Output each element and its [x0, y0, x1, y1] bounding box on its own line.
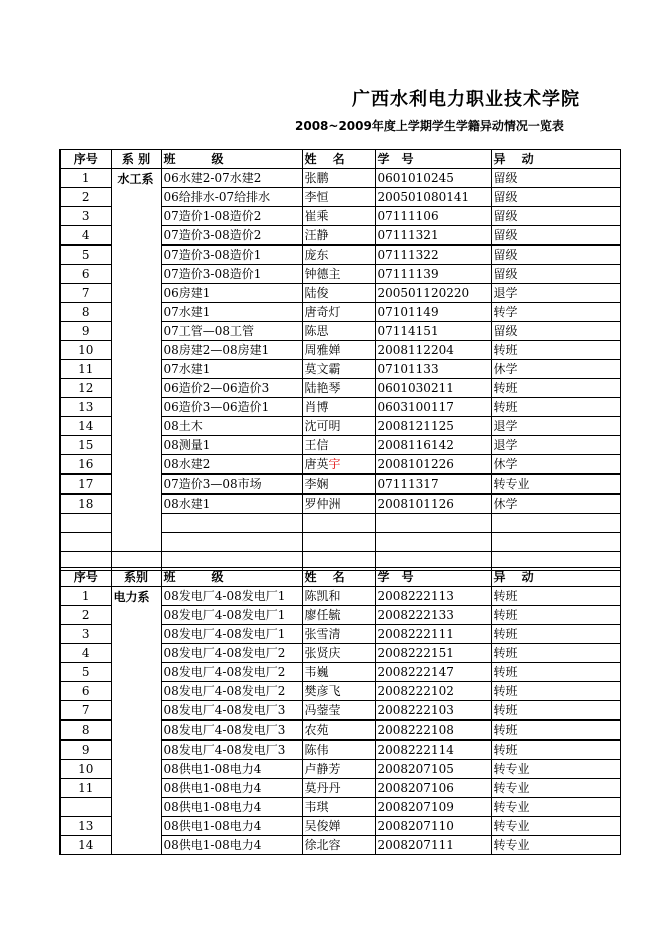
name-text: 沈可明	[304, 419, 341, 433]
name-text: 卢静芳	[304, 762, 341, 776]
table-row	[60, 587, 620, 606]
class-cell[interactable]: 07造价3-08造价1	[161, 245, 302, 265]
name-text: 樊彦飞	[304, 684, 341, 698]
name-cell[interactable]	[302, 817, 375, 836]
seq-cell[interactable]: 13	[60, 398, 111, 417]
name-cell[interactable]	[302, 303, 375, 322]
class-cell[interactable]: 08发电厂4-08发电厂2	[161, 644, 302, 663]
class-cell[interactable]: 07造价3—08市场	[161, 474, 302, 494]
power-dept-table	[59, 567, 621, 855]
header-class[interactable]: 班 级	[161, 568, 302, 587]
change-cell[interactable]: 转学	[491, 303, 620, 322]
empty-cell[interactable]	[60, 514, 111, 533]
empty-cell[interactable]	[491, 514, 620, 533]
page-title: 广西水利电力职业技术学院	[352, 89, 580, 110]
change-cell[interactable]: 转班	[491, 740, 620, 760]
seq-cell[interactable]: 7	[60, 284, 111, 303]
class-cell[interactable]: 06给排水-07给排水	[161, 188, 302, 207]
change-cell[interactable]: 转专业	[491, 474, 620, 494]
name-text: 吴俊婵	[304, 819, 341, 833]
name-cell[interactable]	[302, 779, 375, 798]
name-text: 陆艳琴	[304, 381, 341, 395]
student-id-cell[interactable]: 0603100117	[375, 398, 491, 417]
name-text: 陈思	[304, 324, 329, 338]
name-text: 周雅婵	[304, 343, 341, 357]
student-id-cell[interactable]: 2008222133	[375, 606, 491, 625]
student-id-cell[interactable]: 0601010245	[375, 169, 491, 188]
name-text: 李娴	[304, 477, 329, 491]
name-cell[interactable]	[302, 188, 375, 207]
header-student-id[interactable]: 学 号	[375, 150, 491, 169]
class-cell[interactable]: 08发电厂4-08发电厂3	[161, 720, 302, 740]
name-text: 罗仲洲	[304, 497, 341, 511]
name-cell[interactable]	[302, 398, 375, 417]
change-cell[interactable]: 转班	[491, 587, 620, 606]
header-dept[interactable]: 系别	[111, 568, 161, 587]
change-cell[interactable]: 转班	[491, 379, 620, 398]
class-cell[interactable]: 08土木	[161, 417, 302, 436]
name-text: 莫文霸	[304, 362, 341, 376]
page-subtitle: 2008~2009年度上学期学生学籍异动情况一览表	[295, 119, 564, 133]
change-cell[interactable]: 转班	[491, 682, 620, 701]
name-text: 廖任毓	[304, 608, 341, 622]
name-text: 陆俊	[304, 286, 329, 300]
header-student-id[interactable]: 学 号	[375, 568, 491, 587]
seq-cell[interactable]: 13	[60, 817, 111, 836]
student-id-cell[interactable]: 2008222151	[375, 644, 491, 663]
student-id-cell[interactable]: 07101133	[375, 360, 491, 379]
change-cell[interactable]: 转专业	[491, 798, 620, 817]
header-seq[interactable]: 序号	[60, 150, 111, 169]
name-cell[interactable]	[302, 587, 375, 606]
change-cell[interactable]: 休学	[491, 494, 620, 514]
dept-cell[interactable]: 电力系	[111, 587, 161, 855]
class-cell[interactable]: 08发电厂4-08发电厂1	[161, 625, 302, 644]
name-text: 庞东	[304, 248, 329, 262]
name-cell[interactable]	[302, 455, 375, 475]
student-id-cell[interactable]: 2008222111	[375, 625, 491, 644]
name-text: 李恒	[304, 190, 329, 204]
empty-cell[interactable]	[60, 533, 111, 552]
change-cell[interactable]: 转班	[491, 663, 620, 682]
student-id-cell[interactable]: 07101149	[375, 303, 491, 322]
class-cell[interactable]: 08水建2	[161, 455, 302, 475]
name-cell[interactable]	[302, 360, 375, 379]
student-id-cell[interactable]: 2008207110	[375, 817, 491, 836]
seq-cell[interactable]: 15	[60, 436, 111, 455]
change-cell[interactable]: 留级	[491, 265, 620, 284]
student-id-cell[interactable]: 07111106	[375, 207, 491, 226]
empty-cell[interactable]	[375, 514, 491, 533]
seq-cell[interactable]: 6	[60, 265, 111, 284]
name-cell[interactable]	[302, 644, 375, 663]
class-cell[interactable]: 08发电厂4-08发电厂2	[161, 663, 302, 682]
empty-cell[interactable]	[375, 533, 491, 552]
student-id-cell[interactable]: 2008222103	[375, 701, 491, 721]
student-id-cell[interactable]: 07111321	[375, 226, 491, 246]
student-id-cell[interactable]: 07111317	[375, 474, 491, 494]
name-cell[interactable]	[302, 226, 375, 246]
change-cell[interactable]: 留级	[491, 226, 620, 246]
name-cell[interactable]	[302, 436, 375, 455]
name-cell[interactable]	[302, 798, 375, 817]
name-cell[interactable]	[302, 474, 375, 494]
name-cell[interactable]	[302, 606, 375, 625]
student-id-cell[interactable]: 2008222113	[375, 587, 491, 606]
name-cell[interactable]	[302, 701, 375, 721]
empty-cell[interactable]	[161, 533, 302, 552]
change-cell[interactable]: 留级	[491, 322, 620, 341]
change-cell[interactable]: 转专业	[491, 836, 620, 855]
class-cell[interactable]: 06造价2—06造价3	[161, 379, 302, 398]
change-cell[interactable]: 转专业	[491, 817, 620, 836]
seq-cell[interactable]: 5	[60, 663, 111, 682]
change-cell[interactable]: 休学	[491, 360, 620, 379]
seq-cell[interactable]: 1	[60, 169, 111, 188]
header-row	[60, 150, 620, 169]
change-cell[interactable]: 退学	[491, 436, 620, 455]
name-text: 唐奇灯	[304, 305, 341, 319]
name-cell[interactable]	[302, 169, 375, 188]
student-id-cell[interactable]: 07111139	[375, 265, 491, 284]
seq-cell[interactable]: 17	[60, 474, 111, 494]
class-cell[interactable]: 07水建1	[161, 360, 302, 379]
name-text: 冯蓥莹	[304, 703, 341, 717]
seq-cell[interactable]: 18	[60, 494, 111, 514]
seq-cell[interactable]: 2	[60, 606, 111, 625]
class-cell[interactable]: 07造价3-08造价1	[161, 265, 302, 284]
change-cell[interactable]: 退学	[491, 284, 620, 303]
name-cell[interactable]	[302, 245, 375, 265]
seq-cell[interactable]: 9	[60, 740, 111, 760]
change-cell[interactable]: 转专业	[491, 779, 620, 798]
name-text: 莫丹丹	[304, 781, 341, 795]
seq-cell[interactable]: 2	[60, 188, 111, 207]
seq-cell[interactable]: 14	[60, 417, 111, 436]
seq-cell[interactable]: 3	[60, 207, 111, 226]
dept-cell[interactable]: 水工系	[111, 169, 161, 552]
name-cell[interactable]	[302, 322, 375, 341]
name-cell[interactable]	[302, 417, 375, 436]
seq-cell[interactable]: 12	[60, 379, 111, 398]
header-row	[60, 568, 620, 587]
header-seq[interactable]: 序号	[60, 568, 111, 587]
class-cell[interactable]: 08供电1-08电力4	[161, 798, 302, 817]
class-cell[interactable]: 06水建2-07水建2	[161, 169, 302, 188]
class-cell[interactable]: 08水建1	[161, 494, 302, 514]
name-text: 陈凯和	[304, 589, 341, 603]
water-dept-table	[59, 149, 621, 571]
class-cell[interactable]: 08供电1-08电力4	[161, 760, 302, 779]
name-cell[interactable]	[302, 207, 375, 226]
name-text: 韦琪	[304, 800, 329, 814]
student-id-cell[interactable]: 2008222102	[375, 682, 491, 701]
seq-cell[interactable]: 8	[60, 303, 111, 322]
change-cell[interactable]: 退学	[491, 417, 620, 436]
seq-cell[interactable]: 5	[60, 245, 111, 265]
name-text: 钟德主	[304, 267, 341, 281]
seq-cell[interactable]: 11	[60, 360, 111, 379]
name-cell[interactable]	[302, 836, 375, 855]
name-text: 王信	[304, 438, 329, 452]
student-id-cell[interactable]: 07114151	[375, 322, 491, 341]
seq-cell[interactable]: 3	[60, 625, 111, 644]
class-cell[interactable]: 08房建2—08房建1	[161, 341, 302, 360]
empty-cell[interactable]	[491, 533, 620, 552]
name-text: 陈伟	[304, 743, 329, 757]
seq-cell[interactable]: 14	[60, 836, 111, 855]
class-cell[interactable]: 07工管—08工管	[161, 322, 302, 341]
name-text: 汪静	[304, 228, 329, 242]
student-id-cell[interactable]: 2008222147	[375, 663, 491, 682]
class-cell[interactable]: 08发电厂4-08发电厂2	[161, 682, 302, 701]
name-cell[interactable]	[302, 265, 375, 284]
change-cell[interactable]: 转班	[491, 644, 620, 663]
header-name[interactable]: 姓 名	[302, 150, 375, 169]
name-text: 张雪清	[304, 627, 341, 641]
name-text: 农苑	[304, 723, 329, 737]
seq-cell[interactable]: 11	[60, 779, 111, 798]
class-cell[interactable]: 08发电厂4-08发电厂1	[161, 587, 302, 606]
student-id-cell[interactable]: 2008112204	[375, 341, 491, 360]
seq-cell[interactable]: 4	[60, 644, 111, 663]
name-text: 韦巍	[304, 665, 329, 679]
student-id-cell[interactable]: 07111322	[375, 245, 491, 265]
name-cell[interactable]	[302, 284, 375, 303]
student-id-cell[interactable]: 2008222114	[375, 740, 491, 760]
student-id-cell[interactable]: 200501120220	[375, 284, 491, 303]
seq-cell[interactable]: 4	[60, 226, 111, 246]
student-id-cell[interactable]: 0601030211	[375, 379, 491, 398]
seq-cell[interactable]: 7	[60, 701, 111, 721]
name-highlight-char: 宇	[328, 457, 341, 471]
change-cell[interactable]: 转班	[491, 720, 620, 740]
name-cell[interactable]	[302, 625, 375, 644]
class-cell[interactable]: 08供电1-08电力4	[161, 817, 302, 836]
empty-cell[interactable]	[302, 533, 375, 552]
name-cell[interactable]	[302, 682, 375, 701]
name-text: 唐英	[304, 457, 329, 471]
name-cell[interactable]	[302, 379, 375, 398]
name-text: 崔乘	[304, 209, 329, 223]
class-cell[interactable]: 08供电1-08电力4	[161, 779, 302, 798]
student-id-cell[interactable]: 2008207111	[375, 836, 491, 855]
class-cell[interactable]: 08测量1	[161, 436, 302, 455]
student-id-cell[interactable]: 2008207106	[375, 779, 491, 798]
name-cell[interactable]	[302, 341, 375, 360]
student-id-cell[interactable]: 2008222108	[375, 720, 491, 740]
class-cell[interactable]: 06造价3—06造价1	[161, 398, 302, 417]
name-cell[interactable]	[302, 494, 375, 514]
name-cell[interactable]	[302, 663, 375, 682]
class-cell[interactable]: 07水建1	[161, 303, 302, 322]
student-id-cell[interactable]: 2008121125	[375, 417, 491, 436]
seq-cell[interactable]: 6	[60, 682, 111, 701]
student-id-cell[interactable]: 2008116142	[375, 436, 491, 455]
empty-cell[interactable]	[302, 514, 375, 533]
name-text: 张贤庆	[304, 646, 341, 660]
change-cell[interactable]: 留级	[491, 245, 620, 265]
change-cell[interactable]: 留级	[491, 207, 620, 226]
change-cell[interactable]: 转专业	[491, 760, 620, 779]
header-dept[interactable]: 系 别	[111, 150, 161, 169]
seq-cell[interactable]: 9	[60, 322, 111, 341]
seq-cell[interactable]	[60, 798, 111, 817]
seq-cell[interactable]: 8	[60, 720, 111, 740]
change-cell[interactable]: 转班	[491, 701, 620, 721]
change-cell[interactable]: 转班	[491, 398, 620, 417]
empty-cell[interactable]	[161, 514, 302, 533]
header-change[interactable]: 异 动	[491, 568, 620, 587]
seq-cell[interactable]: 16	[60, 455, 111, 475]
seq-cell[interactable]: 10	[60, 341, 111, 360]
student-id-cell[interactable]: 2008207105	[375, 760, 491, 779]
class-cell[interactable]: 08发电厂4-08发电厂3	[161, 740, 302, 760]
class-cell[interactable]: 06房建1	[161, 284, 302, 303]
seq-cell[interactable]: 10	[60, 760, 111, 779]
class-cell[interactable]: 08发电厂4-08发电厂1	[161, 606, 302, 625]
change-cell[interactable]: 转班	[491, 606, 620, 625]
header-change[interactable]: 异 动	[491, 150, 620, 169]
name-cell[interactable]	[302, 720, 375, 740]
name-text: 徐北容	[304, 838, 341, 852]
change-cell[interactable]: 留级	[491, 169, 620, 188]
class-cell[interactable]: 08供电1-08电力4	[161, 836, 302, 855]
class-cell[interactable]: 07造价1-08造价2	[161, 207, 302, 226]
table-row	[60, 169, 620, 188]
name-cell[interactable]	[302, 760, 375, 779]
student-id-cell[interactable]: 2008207109	[375, 798, 491, 817]
change-cell[interactable]: 留级	[491, 188, 620, 207]
name-text: 张鹏	[304, 171, 329, 185]
student-id-cell[interactable]: 200501080141	[375, 188, 491, 207]
header-name[interactable]: 姓 名	[302, 568, 375, 587]
student-id-cell[interactable]: 2008101226	[375, 455, 491, 475]
name-text: 肖博	[304, 400, 329, 414]
change-cell[interactable]: 转班	[491, 625, 620, 644]
class-cell[interactable]: 08发电厂4-08发电厂3	[161, 701, 302, 721]
change-cell[interactable]: 转班	[491, 341, 620, 360]
change-cell[interactable]: 休学	[491, 455, 620, 475]
name-cell[interactable]	[302, 740, 375, 760]
student-id-cell[interactable]: 2008101126	[375, 494, 491, 514]
class-cell[interactable]: 07造价3-08造价2	[161, 226, 302, 246]
seq-cell[interactable]: 1	[60, 587, 111, 606]
header-class[interactable]: 班 级	[161, 150, 302, 169]
